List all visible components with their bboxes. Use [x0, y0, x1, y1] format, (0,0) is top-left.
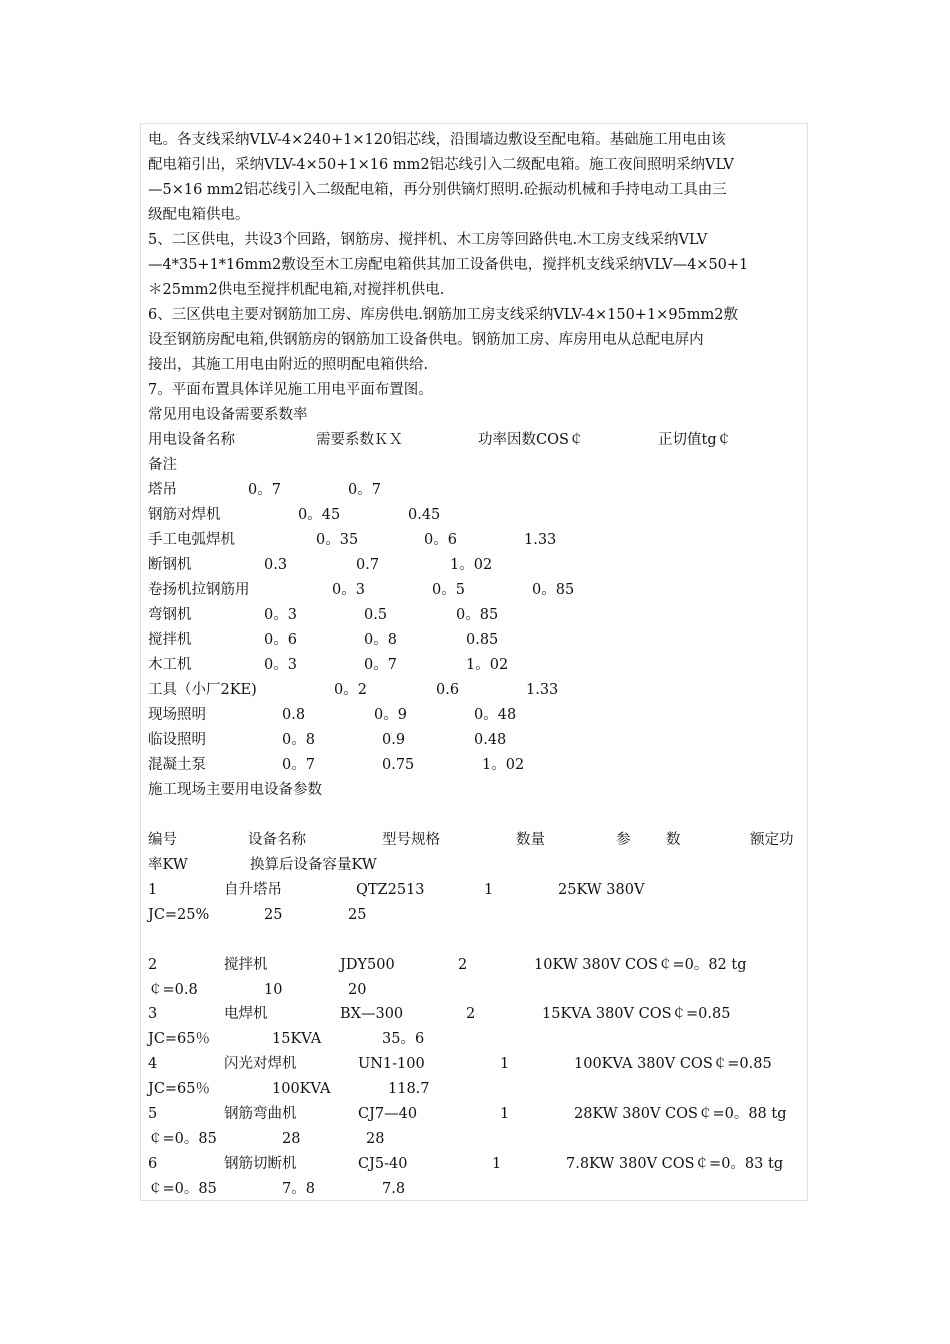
- table2-cell-no: 6: [148, 1156, 158, 1172]
- table2-header: 参: [616, 832, 631, 848]
- table2-cell-rated: 25: [264, 907, 283, 923]
- table1-cell: 0.85: [466, 632, 499, 648]
- table2-cell-qty: 1: [500, 1106, 510, 1122]
- table2-cell-no: 5: [148, 1106, 158, 1122]
- table2-cell-param: 15KVA 380V COS￠=0.85: [542, 1006, 731, 1022]
- table2-cell-rated: 10: [264, 982, 283, 998]
- paragraph-line: 接出，其施工用电由附近的照明配电箱供给.: [148, 357, 429, 373]
- table1-cell: 0.7: [356, 557, 380, 573]
- table1-cell: 0。5: [432, 582, 465, 598]
- table1-cell: 临设照明: [148, 732, 206, 748]
- paragraph-line: ＊25mm2供电至搅拌机配电箱,对搅拌机供电.: [148, 282, 445, 298]
- table1-cell: 1。02: [450, 557, 493, 573]
- table2-header: 设备名称: [248, 832, 306, 848]
- table1-cell: 0。8: [364, 632, 397, 648]
- table1-cell: 0.6: [436, 682, 460, 698]
- table1-cell: 塔吊: [148, 482, 177, 498]
- paragraph-line: —5×16 mm2铝芯线引入二级配电箱，再分别供镝灯照明.砼振动机械和手持电动工具由三: [148, 182, 727, 198]
- table2-cell-capacity: 35。6: [382, 1031, 425, 1047]
- table2-cell-capacity: 7.8: [382, 1181, 406, 1197]
- table2-cell-name: 电焊机: [224, 1006, 268, 1022]
- table2-cell-param: 28KW 380V COS￠=0。88 tg: [574, 1106, 787, 1122]
- table1-cell: 0。48: [474, 707, 517, 723]
- table1-cell: 0。7: [364, 657, 397, 673]
- table2-cell-param: 7.8KW 380V COS￠=0。83 tg: [566, 1156, 784, 1172]
- table2-cell-no: 2: [148, 957, 158, 973]
- table2-cell-name: 闪光对焊机: [224, 1056, 297, 1072]
- table1-cell: 0。6: [424, 532, 457, 548]
- table1-cell: 0。85: [532, 582, 575, 598]
- table2-cell-param: 25KW 380V: [558, 882, 645, 898]
- table2-header: 编号: [148, 832, 177, 848]
- table1-header: 用电设备名称: [148, 432, 235, 448]
- table1-cell: 工具（小厂2KE): [148, 682, 257, 698]
- table2-cell-qty: 1: [500, 1056, 510, 1072]
- paragraph-line: 电。各支线采纳VLV-4×240+1×120铝芯线，沿围墙边敷设至配电箱。基础施工用电由该: [148, 132, 726, 148]
- table1-cell: 混凝土泵: [148, 757, 206, 773]
- table2-cell-param: 10KW 380V COS￠=0。82 tg: [534, 957, 747, 973]
- table1-cell: 0。8: [282, 732, 315, 748]
- table2-cell-rated: 100KVA: [272, 1081, 331, 1097]
- table2-cell-jc: JC=65％: [148, 1031, 211, 1047]
- table2-header: 数量: [516, 832, 545, 848]
- table2-cell-jc: ￠=0.8: [148, 982, 198, 998]
- table1-cell: 现场照明: [148, 707, 206, 723]
- table2-cell-name: 搅拌机: [224, 957, 268, 973]
- table2-cell-model: CJ7—40: [358, 1106, 418, 1122]
- table2-cell-qty: 2: [458, 957, 468, 973]
- table1-cell: 1.33: [526, 682, 559, 698]
- table1-cell: 0.75: [382, 757, 415, 773]
- table1-cell: 0。7: [348, 482, 381, 498]
- table1-cell: 0.5: [364, 607, 388, 623]
- table1-cell: 0。7: [282, 757, 315, 773]
- table2-cell-no: 1: [148, 882, 158, 898]
- table2-title: 施工现场主要用电设备参数: [148, 782, 322, 798]
- table1-cell: 木工机: [148, 657, 192, 673]
- table1-cell: 0。3: [332, 582, 365, 598]
- paragraph-line: 配电箱引出，采纳VLV-4×50+1×16 mm2铝芯线引入二级配电箱。施工夜间照明采纳VLV: [148, 157, 734, 173]
- table1-cell: 0。3: [264, 657, 297, 673]
- table2-cell-name: 钢筋弯曲机: [224, 1106, 297, 1122]
- table1-cell: 0.45: [408, 507, 441, 523]
- table1-cell: 1。02: [482, 757, 525, 773]
- table1-cell: 卷扬机拉钢筋用: [148, 582, 250, 598]
- table2-cell-capacity: 28: [366, 1131, 385, 1147]
- table1-cell: 0。85: [456, 607, 499, 623]
- table1-cell: 0.8: [282, 707, 306, 723]
- table2-cell-name: 自升塔吊: [224, 882, 282, 898]
- table1-cell: 断钢机: [148, 557, 192, 573]
- paragraph-line: —4*35+1*16mm2敷设至木工房配电箱供其加工设备供电，搅拌机支线采纳VLV—4×50+1: [148, 257, 749, 273]
- table2-cell-capacity: 25: [348, 907, 367, 923]
- table1-header: 需要系数ＫＸ: [316, 432, 403, 448]
- table2-cell-jc: JC=65％: [148, 1081, 211, 1097]
- paragraph-line: 6、三区供电主要对钢筋加工房、库房供电.钢筋加工房支线采纳VLV-4×150+1×95mm2敷: [148, 307, 739, 323]
- table2-cell-qty: 1: [484, 882, 494, 898]
- table1-title: 常见用电设备需要系数率: [148, 407, 308, 423]
- table1-cell: 弯钢机: [148, 607, 192, 623]
- table1-cell: 0。6: [264, 632, 297, 648]
- table1-cell: 0.48: [474, 732, 507, 748]
- table1-cell: 0.9: [382, 732, 406, 748]
- table2-cell-model: CJ5-40: [358, 1156, 408, 1172]
- paragraph-line: 设至钢筋房配电箱,供钢筋房的钢筋加工设备供电。钢筋加工房、库房用电从总配电屏内: [148, 332, 704, 348]
- table1-cell: 0。7: [248, 482, 281, 498]
- table1-header: 备注: [148, 457, 177, 473]
- table2-cell-rated: 15KVA: [272, 1031, 322, 1047]
- table1-cell: 0.3: [264, 557, 288, 573]
- table1-cell: 1。02: [466, 657, 509, 673]
- table2-cell-model: JDY500: [340, 957, 395, 973]
- table2-cell-qty: 2: [466, 1006, 476, 1022]
- table2-cell-no: 3: [148, 1006, 158, 1022]
- table2-header: 换算后设备容量KW: [250, 857, 377, 873]
- table1-cell: 钢筋对焊机: [148, 507, 221, 523]
- table2-header: 额定功: [750, 832, 794, 848]
- table2-cell-model: BX—300: [340, 1006, 404, 1022]
- table2-cell-rated: 28: [282, 1131, 301, 1147]
- table2-cell-jc: ￠=0。85: [148, 1131, 217, 1147]
- table1-cell: 0。2: [334, 682, 367, 698]
- table2-cell-capacity: 20: [348, 982, 367, 998]
- table2-cell-qty: 1: [492, 1156, 502, 1172]
- table2-header: 型号规格: [382, 832, 440, 848]
- table1-header: 正切值tg￠: [658, 432, 732, 448]
- table2-cell-jc: ￠=0。85: [148, 1181, 217, 1197]
- table2-cell-capacity: 118.7: [388, 1081, 430, 1097]
- table1-cell: 1.33: [524, 532, 557, 548]
- table1-cell: 搅拌机: [148, 632, 192, 648]
- paragraph-line: 5、二区供电，共设3个回路，钢筋房、搅拌机、木工房等回路供电.木工房支线采纳VLV: [148, 232, 708, 248]
- table2-cell-jc: JC=25%: [148, 907, 210, 923]
- paragraph-line: 7。平面布置具体详见施工用电平面布置图。: [148, 382, 433, 398]
- table2-cell-rated: 7。8: [282, 1181, 315, 1197]
- table2-cell-model: UN1-100: [358, 1056, 425, 1072]
- table1-cell: 0。35: [316, 532, 359, 548]
- paragraph-line: 级配电箱供电。: [148, 207, 250, 223]
- table2-header: 数: [666, 832, 681, 848]
- table1-header: 功率因数COS￠: [478, 432, 584, 448]
- table2-cell-param: 100KVA 380V COS￠=0.85: [574, 1056, 772, 1072]
- table2-cell-model: QTZ2513: [356, 882, 425, 898]
- table2-cell-no: 4: [148, 1056, 158, 1072]
- table1-cell: 0。3: [264, 607, 297, 623]
- table1-cell: 手工电弧焊机: [148, 532, 235, 548]
- table2-header: 率KW: [148, 857, 188, 873]
- table1-cell: 0。9: [374, 707, 407, 723]
- table1-cell: 0。45: [298, 507, 341, 523]
- table2-cell-name: 钢筋切断机: [224, 1156, 297, 1172]
